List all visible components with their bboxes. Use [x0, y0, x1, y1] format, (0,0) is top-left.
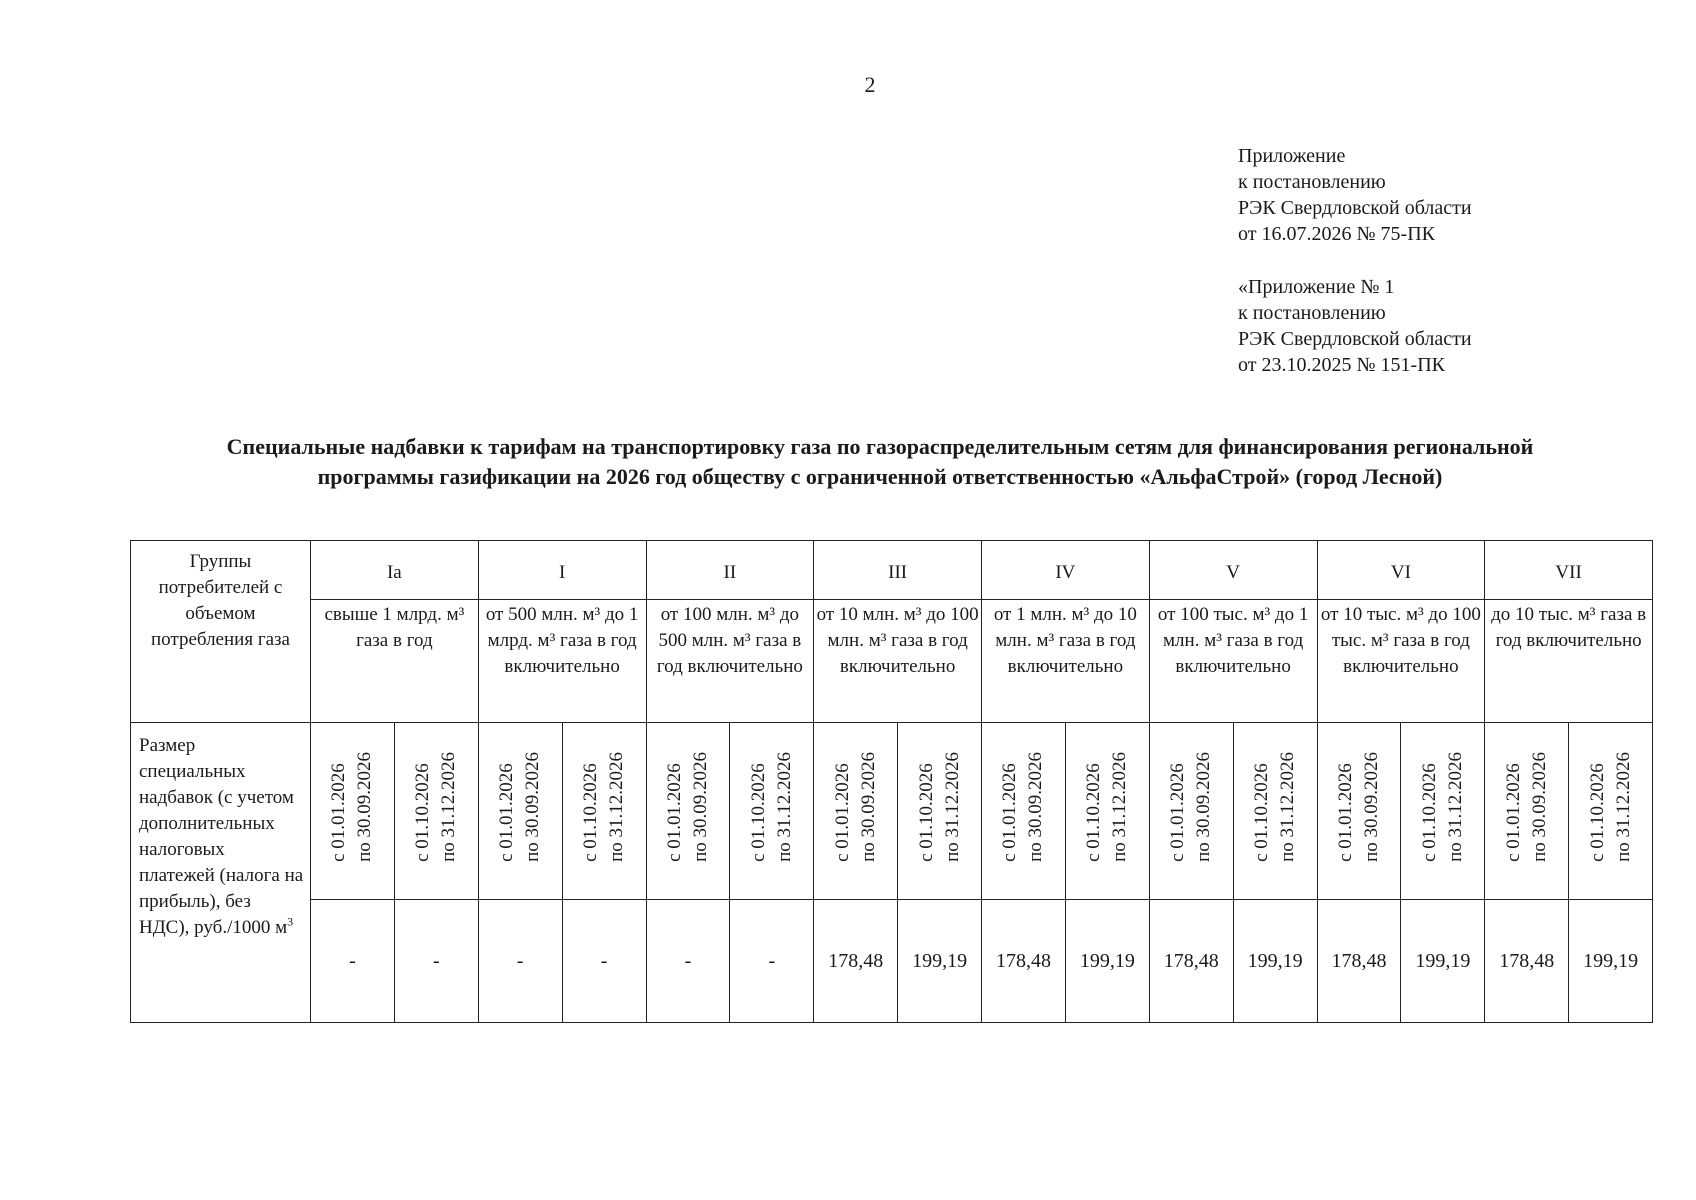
group-names-row [131, 541, 1653, 600]
period-cell [1569, 723, 1653, 900]
period-cell [1485, 723, 1569, 900]
group-range-cell [478, 600, 646, 723]
group-range-cell [814, 600, 982, 723]
period-from: с 01.10.2026 [1251, 763, 1273, 862]
value-cell: 199,19 [1401, 900, 1485, 1023]
group-name: Ia [386, 562, 402, 583]
period-from: с 01.01.2026 [1502, 763, 1524, 862]
value-cell: 178,48 [814, 900, 898, 1023]
value-cell: - [478, 900, 562, 1023]
group-ranges-row [131, 600, 1653, 723]
period-to: по 31.12.2026 [606, 752, 628, 862]
period-cell [478, 723, 562, 900]
period-to: по 31.12.2026 [941, 752, 963, 862]
group-name: VI [1390, 562, 1411, 583]
values-row [131, 900, 1653, 1023]
periods-row [131, 723, 1653, 900]
size-label-cell [131, 723, 311, 1023]
value-cell: 178,48 [1317, 900, 1401, 1023]
appendix-original-reference [1238, 274, 1472, 378]
period-from: с 01.01.2026 [496, 763, 518, 862]
group-range-cell [1317, 600, 1485, 723]
period-to: по 31.12.2026 [438, 752, 460, 862]
group-name: I [558, 562, 566, 583]
value-cell: - [394, 900, 478, 1023]
period-from: с 01.10.2026 [1418, 763, 1440, 862]
period-from: с 01.01.2026 [999, 763, 1021, 862]
period-cell [730, 723, 814, 900]
group-range: свыше 1 млрд. м³ газа в год [324, 604, 465, 651]
tariff-table [130, 540, 1653, 1023]
group-range: до 10 тыс. м³ газа в год включительно [1491, 604, 1647, 651]
period-cell [394, 723, 478, 900]
value-cell: 199,19 [1233, 900, 1317, 1023]
group-name: IV [1055, 562, 1076, 583]
appendix-line: к постановлению [1238, 302, 1386, 324]
document-title [120, 432, 1640, 492]
group-range-cell [646, 600, 814, 723]
period-cell [1401, 723, 1485, 900]
period-from: с 01.10.2026 [747, 763, 769, 862]
period-to: по 30.09.2026 [857, 752, 879, 862]
value-cell: - [311, 900, 395, 1023]
period-cell [646, 723, 730, 900]
group-range: от 100 млн. м³ до 500 млн. м³ газа в год включительно [656, 604, 803, 677]
document-title-line: программы газификации на 2026 год обществу с ограниченной ответственностью «АльфаСтрой» (город Лесной) [317, 464, 1443, 489]
period-from: с 01.10.2026 [915, 763, 937, 862]
appendix-line: от 23.10.2025 № 151-ПК [1238, 354, 1446, 376]
period-to: по 31.12.2026 [1444, 752, 1466, 862]
size-label: Размер специальных надбавок (с учетом дополнительных налоговых платежей (налога на прибыль), без НДС), руб./1000 м [139, 735, 304, 938]
period-from: с 01.01.2026 [1167, 763, 1189, 862]
period-to: по 31.12.2026 [1612, 752, 1634, 862]
group-range-cell [311, 600, 479, 723]
period-to: по 30.09.2026 [354, 752, 376, 862]
group-name: VII [1555, 562, 1582, 583]
period-from: с 01.10.2026 [1586, 763, 1608, 862]
value-cell: 199,19 [1065, 900, 1149, 1023]
period-cell [814, 723, 898, 900]
period-cell [311, 723, 395, 900]
groups-label: Группы потребителей с объемом потребления газа [151, 551, 290, 650]
value-cell: 199,19 [898, 900, 982, 1023]
appendix-line: к постановлению [1238, 171, 1386, 193]
value-cell: - [730, 900, 814, 1023]
appendix-line: от 16.07.2026 № 75-ПК [1238, 223, 1436, 245]
group-name: V [1226, 562, 1240, 583]
value-cell: - [562, 900, 646, 1023]
group-range-cell [1485, 600, 1653, 723]
period-from: с 01.01.2026 [663, 763, 685, 862]
period-cell [1233, 723, 1317, 900]
period-to: по 30.09.2026 [689, 752, 711, 862]
group-name: III [888, 562, 908, 583]
period-cell [898, 723, 982, 900]
period-from: с 01.01.2026 [831, 763, 853, 862]
group-range-cell [982, 600, 1150, 723]
period-cell [1065, 723, 1149, 900]
period-from: с 01.10.2026 [580, 763, 602, 862]
group-name: II [723, 562, 737, 583]
group-range: от 1 млн. м³ до 10 млн. м³ газа в год включительно [993, 604, 1137, 677]
period-to: по 30.09.2026 [1193, 752, 1215, 862]
group-range: от 100 тыс. м³ до 1 млн. м³ газа в год включительно [1157, 604, 1309, 677]
group-range-cell [1149, 600, 1317, 723]
group-name-cell [311, 541, 479, 600]
group-name-cell [646, 541, 814, 600]
group-range: от 10 млн. м³ до 100 млн. м³ газа в год включительно [816, 604, 979, 677]
value-cell: - [646, 900, 730, 1023]
period-to: по 30.09.2026 [1528, 752, 1550, 862]
value-cell: 178,48 [982, 900, 1066, 1023]
appendix-line: РЭК Свердловской области [1238, 328, 1472, 350]
groups-label-cell [131, 541, 311, 723]
size-label-superscript: 3 [287, 914, 294, 929]
page-number: 2 [864, 72, 876, 97]
period-from: с 01.10.2026 [412, 763, 434, 862]
period-cell [1149, 723, 1233, 900]
period-to: по 30.09.2026 [522, 752, 544, 862]
period-to: по 31.12.2026 [1277, 752, 1299, 862]
group-name-cell [982, 541, 1150, 600]
group-name-cell [1149, 541, 1317, 600]
period-cell [562, 723, 646, 900]
appendix-current-reference [1238, 143, 1472, 247]
period-from: с 01.10.2026 [1083, 763, 1105, 862]
group-name-cell [478, 541, 646, 600]
appendix-line: «Приложение № 1 [1238, 276, 1395, 298]
period-to: по 31.12.2026 [1109, 752, 1131, 862]
period-to: по 31.12.2026 [773, 752, 795, 862]
value-cell: 178,48 [1485, 900, 1569, 1023]
period-from: с 01.01.2026 [328, 763, 350, 862]
group-range: от 500 млн. м³ до 1 млрд. м³ газа в год включительно [485, 604, 639, 677]
group-range: от 10 тыс. м³ до 100 тыс. м³ газа в год включительно [1320, 604, 1481, 677]
appendix-line: РЭК Свердловской области [1238, 197, 1472, 219]
document-title-line: Специальные надбавки к тарифам на транспортировку газа по газораспределительным сетям для финансирования региональной [226, 434, 1534, 459]
group-name-cell [1485, 541, 1653, 600]
period-cell [1317, 723, 1401, 900]
appendix-line: Приложение [1238, 145, 1346, 167]
group-name-cell [1317, 541, 1485, 600]
period-from: с 01.01.2026 [1334, 763, 1356, 862]
period-to: по 30.09.2026 [1025, 752, 1047, 862]
period-to: по 30.09.2026 [1360, 752, 1382, 862]
value-cell: 199,19 [1569, 900, 1653, 1023]
group-name-cell [814, 541, 982, 600]
period-cell [982, 723, 1066, 900]
value-cell: 178,48 [1149, 900, 1233, 1023]
